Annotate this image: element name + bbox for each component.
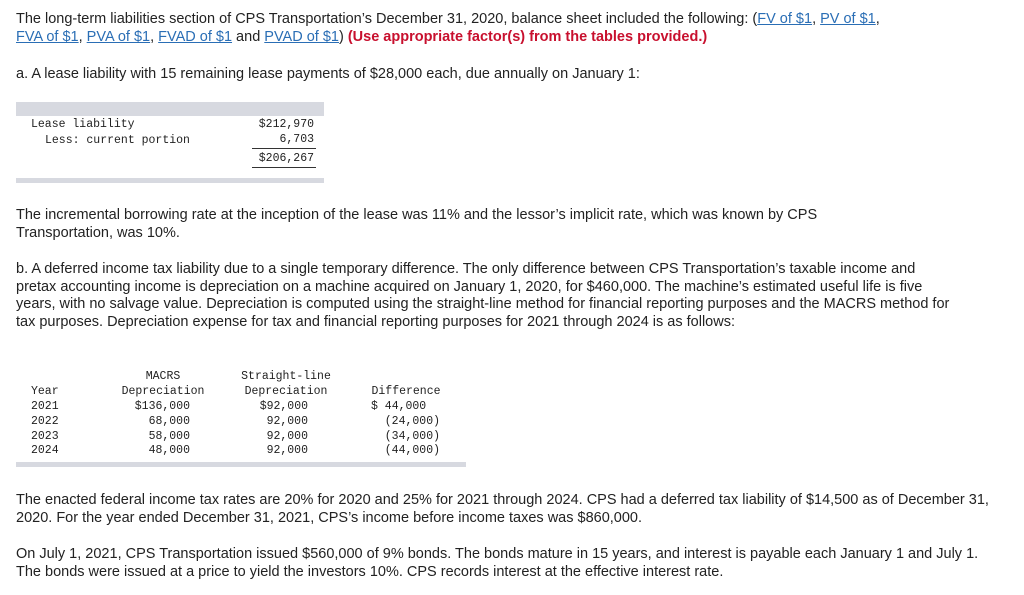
row-macrs: 58,000 xyxy=(148,430,190,443)
current-portion-value: 6,703 xyxy=(279,133,314,146)
depreciation-table-footer-bar xyxy=(16,462,466,467)
row-year: 2022 xyxy=(31,415,59,428)
instruction-text: (Use appropriate factor(s) from the tables provided.) xyxy=(347,28,708,45)
link-fv-of-1[interactable]: FV of $1 xyxy=(757,11,813,27)
bonds-paragraph: On July 1, 2021, CPS Transportation issued $560,000 of 9% bonds. The bonds mature in 15 years, and interest is payable each January 1 and July 1. The bonds were issued at a price to yield the investors 10%. CPS records interest at the effective interest rate. xyxy=(16,546,979,580)
row-diff: (34,000) xyxy=(384,430,440,443)
current-portion-label: Less: current portion xyxy=(45,134,190,147)
total-double-line xyxy=(252,167,316,168)
row-sl: $92,000 xyxy=(259,400,308,413)
link-pvad-of-1[interactable]: PVAD of $1 xyxy=(264,28,339,45)
lease-liability-value: $212,970 xyxy=(258,118,314,131)
part-a-text: a. A lease liability with 15 remaining lease payments of $28,000 each, due annually on January 1: xyxy=(16,66,640,82)
link-pva-of-1[interactable]: PVA of $1 xyxy=(86,28,151,45)
row-diff: $ 44,000 xyxy=(371,400,427,413)
intro-text: The long-term liabilities section of CPS Transportation’s December 31, 2020, balance sheet included the following: ( xyxy=(16,11,758,27)
link-fvad-of-1[interactable]: FVAD of $1 xyxy=(158,28,233,45)
lease-liability-label: Lease liability xyxy=(31,118,135,131)
lease-net-total: $206,267 xyxy=(258,152,314,165)
lease-table-footer-bar xyxy=(16,178,324,183)
subtotal-line xyxy=(252,148,316,149)
link-pv-of-1[interactable]: PV of $1 xyxy=(820,11,876,27)
intro-paragraph: The long-term liabilities section of CPS Transportation’s December 31, 2020, balance sheet included the following: (FV of $1, PV of $1, FVA of $1, PVA of $1, FVAD of $1 and PVAD of $1) (Use appropriate factor(s) from the tables provided.) xyxy=(16,11,880,45)
header-macrs: MACRS xyxy=(145,370,181,383)
lease-rate-note: The incremental borrowing rate at the inception of the lease was 11% and the lessor’s implicit rate, which was known by CPS Transportation, was 10%. xyxy=(16,207,818,241)
row-year: 2021 xyxy=(31,400,59,413)
row-sl: 92,000 xyxy=(266,415,308,428)
row-sl: 92,000 xyxy=(266,430,308,443)
tax-rates-paragraph: The enacted federal income tax rates are 20% for 2020 and 25% for 2021 through 2024. CPS had a deferred tax liability of $14,500 as of December 31, 2020. For the year ended December 31, 2021, CPS’s income before income taxes was $860,000. xyxy=(16,492,989,526)
link-fva-of-1[interactable]: FVA of $1 xyxy=(16,28,79,45)
header-macrs-dep: Depreciation xyxy=(121,385,205,398)
row-sl: 92,000 xyxy=(266,444,308,457)
row-year: 2024 xyxy=(31,444,59,457)
row-year: 2023 xyxy=(31,430,59,443)
part-b-text: b. A deferred income tax liability due to a single temporary difference. The only difference between CPS Transportation’s taxable income and pretax accounting income is depreciation on a machine acquired on January 1, 2020, for $460,000. The machine’s estimated useful life is five years, with no salvage value. Depreciation is computed using the straight-line method for financial reporting purposes and the MACRS method for tax purposes. Depreciation expense for tax and financial reporting purposes for 2021 through 2024 is as follows: xyxy=(16,261,950,330)
row-diff: (44,000) xyxy=(384,444,440,457)
lease-table-header-bar xyxy=(16,102,324,116)
header-sl-dep: Depreciation xyxy=(244,385,328,398)
header-sl: Straight-line xyxy=(241,370,331,383)
row-macrs: $136,000 xyxy=(134,400,190,413)
header-difference: Difference xyxy=(371,385,441,398)
row-macrs: 68,000 xyxy=(148,415,190,428)
row-macrs: 48,000 xyxy=(148,444,190,457)
row-diff: (24,000) xyxy=(384,415,440,428)
header-year: Year xyxy=(31,385,59,398)
